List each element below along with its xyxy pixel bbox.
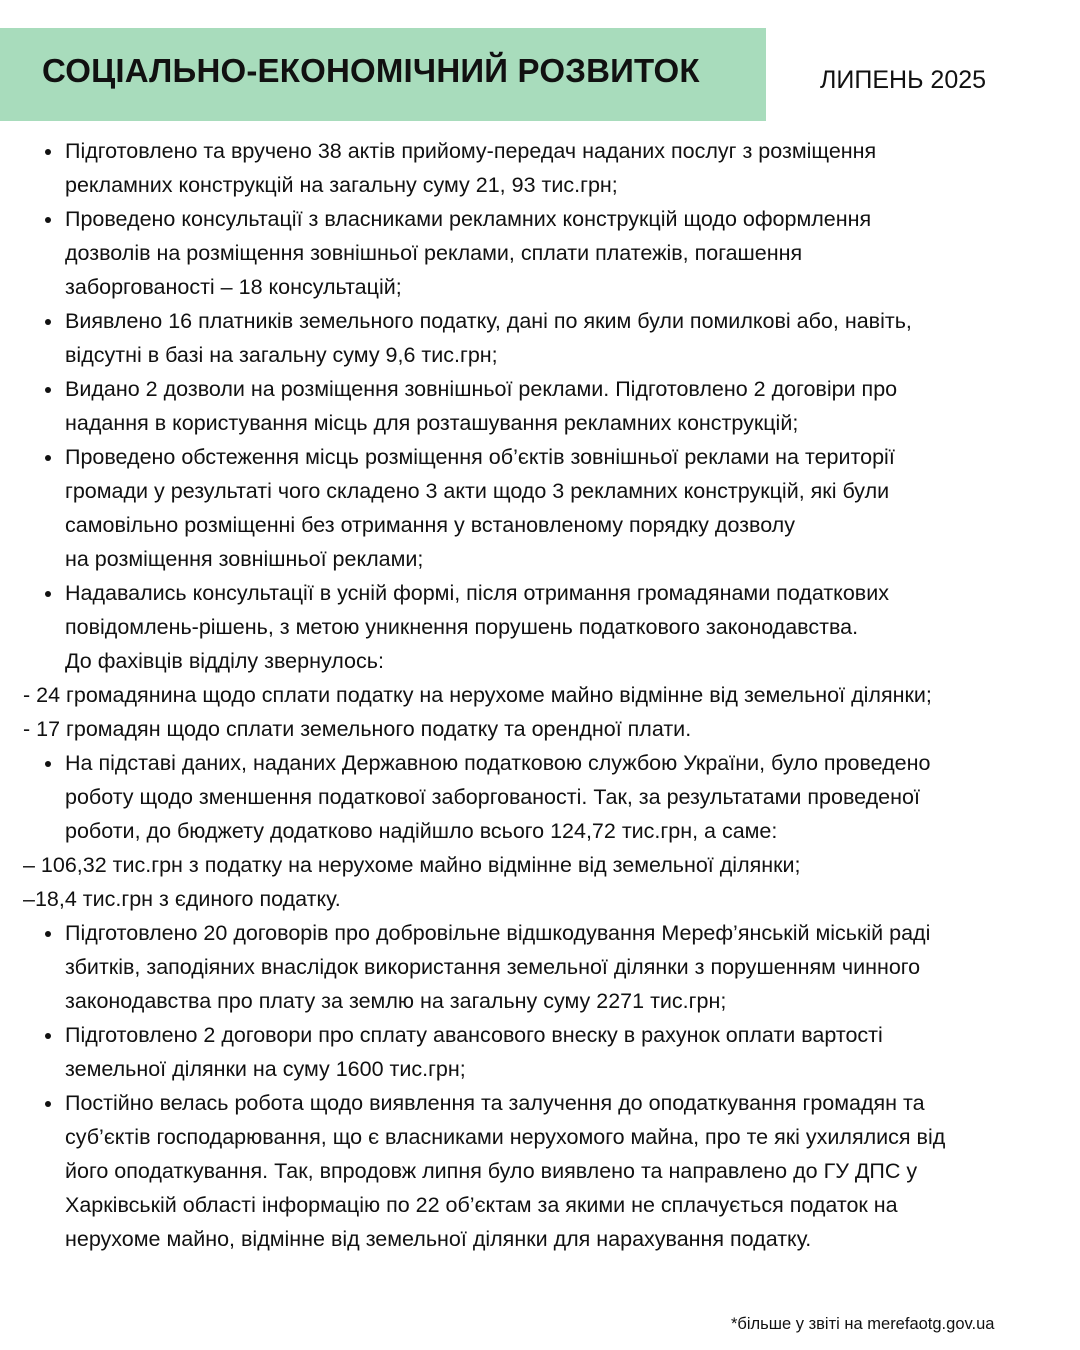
bullet-item-taxation-work (0, 1086, 1080, 1256)
bullet-item-tax-debt (0, 746, 1080, 848)
bullet-text: самовільно розміщенні без отримання у встановленому порядку дозволу (65, 513, 795, 537)
bullet-item-damage-agreements (0, 916, 1080, 1018)
page-title: СОЦІАЛЬНО-ЕКОНОМІЧНИЙ РОЗВИТОК (42, 52, 700, 89)
dash-item-single-tax-amount: –18,4 тис.грн з єдиного податку. (23, 887, 341, 911)
bullet-item-oral-consultations (0, 576, 1080, 644)
bullet-text: Підготовлено 20 договорів про добровільне відшкодування Мереф’янській міській раді (65, 921, 931, 945)
bullet-text: На підставі даних, наданих Державною податковою службою України, було проведено (65, 751, 931, 775)
bullet-text: законодавства про плату за землю на загальну суму 2271 тис.грн; (65, 989, 727, 1013)
bullet-text: збитків, заподіяних внаслідок використання земельної ділянки з порушенням чинного (65, 955, 921, 979)
bullet-text: суб’єктів господарювання, що є власниками нерухомого майна, про те які ухилялися від (65, 1125, 946, 1149)
bullet-text: земельної ділянки на суму 1600 тис.грн; (65, 1057, 466, 1081)
bullet-text: громади у результаті чого складено 3 акти щодо 3 рекламних конструкцій, які були (65, 479, 890, 503)
bullet-text: повідомлень-рішень, з метою уникнення порушень податкового законодавства. (65, 615, 859, 639)
bullet-text: відсутні в базі на загальну суму 9,6 тис.грн; (65, 343, 498, 367)
dash-item-property-tax-amount: – 106,32 тис.грн з податку на нерухоме майно відмінне від земельної ділянки; (23, 853, 801, 877)
bullet-text: надання в користування місць для розташування рекламних конструкцій; (65, 411, 799, 435)
bullet-text: роботу щодо зменшення податкової заборгованості. Так, за результатами проведеної (65, 785, 920, 809)
bullet-text: нерухоме майно, відмінне від земельної ділянки для нарахування податку. (65, 1227, 812, 1251)
bullet-text: Підготовлено та вручено 38 актів прийому-передач наданих послуг з розміщення (65, 139, 877, 163)
bullet-text: дозволів на розміщення зовнішньої реклами, сплати платежів, погашення (65, 241, 803, 265)
dash-item-property-tax-appeals: - 24 громадянина щодо сплати податку на нерухоме майно відмінне від земельної ділянки; (23, 683, 932, 707)
bullet-text: Проведено консультації з власниками рекламних конструкцій щодо оформлення (65, 207, 872, 231)
bullet-text: Проведено обстеження місць розміщення об’єктів зовнішньої реклами на території (65, 445, 895, 469)
bullet-text: Постійно велась робота щодо виявлення та залучення до оподаткування громадян та (65, 1091, 925, 1115)
bullet-item-ad-acts (0, 134, 1080, 202)
bullet-text: заборгованості – 18 консультацій; (65, 275, 402, 299)
paragraph-text: До фахівців відділу звернулось: (65, 649, 384, 673)
appeals-intro (0, 644, 1080, 678)
bullet-text: Підготовлено 2 договори про сплату авансового внеску в рахунок оплати вартості (65, 1023, 883, 1047)
report-content (0, 134, 1080, 1256)
bullet-text: його оподаткування. Так, впродовж липня було виявлено та направлено до ГУ ДПС у (65, 1159, 918, 1183)
bullet-item-ad-permits (0, 372, 1080, 440)
bullet-text: роботи, до бюджету додатково надійшло всього 124,72 тис.грн, а саме: (65, 819, 778, 843)
bullet-item-land-tax-payers (0, 304, 1080, 372)
bullet-item-advance-agreements (0, 1018, 1080, 1086)
bullet-text: Виявлено 16 платників земельного податку, дані по яким були помилкові або, навіть, (65, 309, 912, 333)
bullet-text: Видано 2 дозволи на розміщення зовнішньої реклами. Підготовлено 2 договіри про (65, 377, 898, 401)
bullet-text: на розміщення зовнішньої реклами; (65, 547, 424, 571)
bullet-item-ad-inspection (0, 440, 1080, 576)
footer-note: *більше у звіті на merefaotg.gov.ua (731, 1315, 995, 1333)
bullet-text: Надавались консультації в усній формі, після отримання громадянами податкових (65, 581, 889, 605)
bullet-item-ad-consultations (0, 202, 1080, 304)
dash-item-land-tax-appeals: - 17 громадян щодо сплати земельного податку та орендної плати. (23, 717, 692, 741)
report-period: ЛИПЕНЬ 2025 (820, 66, 987, 94)
bullet-text: Харківській області інформацію по 22 об’єктам за якими не сплачується податок на (65, 1193, 898, 1217)
bullet-text: рекламних конструкцій на загальну суму 21, 93 тис.грн; (65, 173, 618, 197)
